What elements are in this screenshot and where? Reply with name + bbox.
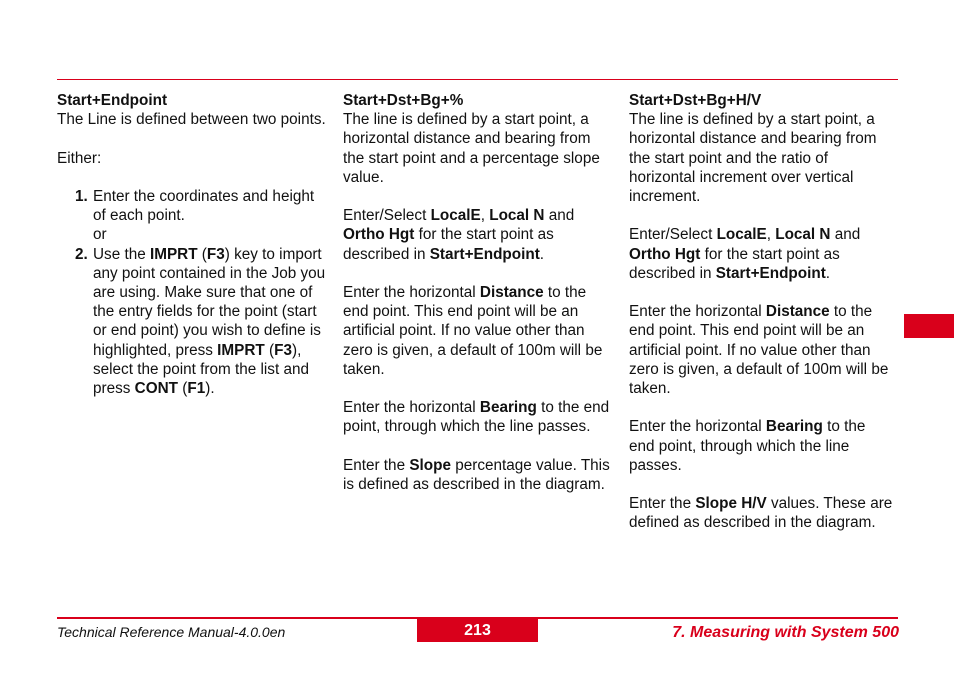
manual-title: Technical Reference Manual-4.0.0en <box>57 624 286 640</box>
step-text: Enter the coordinates and height of each point. <box>93 187 315 225</box>
paragraph: Either: <box>57 149 102 167</box>
step-number: 2. <box>75 245 88 263</box>
list-item <box>57 187 329 225</box>
steps-list <box>57 187 329 398</box>
paragraph: Enter the horizontal Distance to the end point. This end point will be an artificial point. If no value other than zero is given, a default of 100m will be taken. <box>629 303 889 398</box>
column-start-dst-bg-hv <box>629 91 893 552</box>
paragraph: Enter the Slope H/V values. These are defined as described in the diagram. <box>629 495 893 532</box>
step-text: Use the IMPRT (F3) key to import any point contained in the Job you are using. Make sure that one of the entry fields for the point (start or end point) you wish to define is highlighted, press IMPRT (F3), select the point from the list and press CONT (F1). <box>93 245 326 398</box>
chapter-tab-marker <box>904 314 954 338</box>
paragraph: The Line is defined between two points. <box>57 111 326 129</box>
section-title: Start+Endpoint <box>57 92 168 109</box>
column-start-dst-bg-percent <box>343 91 615 513</box>
section-title: Start+Dst+Bg+H/V <box>629 92 762 109</box>
list-item <box>57 245 329 399</box>
section-title: Start+Dst+Bg+% <box>343 92 464 109</box>
paragraph: Enter/Select LocalE, Local N and Ortho Hgt for the start point as described in Start+Endpoint. <box>629 226 861 282</box>
paragraph: Enter/Select LocalE, Local N and Ortho Hgt for the start point as described in Start+Endpoint. <box>343 207 575 263</box>
paragraph: Enter the horizontal Bearing to the end point, through which the line passes. <box>629 418 866 474</box>
top-rule <box>57 79 898 80</box>
or-separator: or <box>93 226 107 244</box>
column-start-endpoint <box>57 91 329 398</box>
page-number: 213 <box>417 619 538 642</box>
paragraph: The line is defined by a start point, a horizontal distance and bearing from the start point and a percentage slope value. <box>343 111 600 186</box>
step-number: 1. <box>75 187 88 205</box>
paragraph: The line is defined by a start point, a horizontal distance and bearing from the start point and the ratio of horizontal increment over vertical increment. <box>629 111 877 206</box>
paragraph: Enter the horizontal Distance to the end point. This end point will be an artificial point. If no value other than zero is given, a default of 100m will be taken. <box>343 284 603 378</box>
chapter-title: 7. Measuring with System 500 <box>672 624 899 641</box>
paragraph: Enter the Slope percentage value. This is defined as described in the diagram. <box>343 456 610 493</box>
paragraph: Enter the horizontal Bearing to the end point, through which the line passes. <box>343 399 610 436</box>
